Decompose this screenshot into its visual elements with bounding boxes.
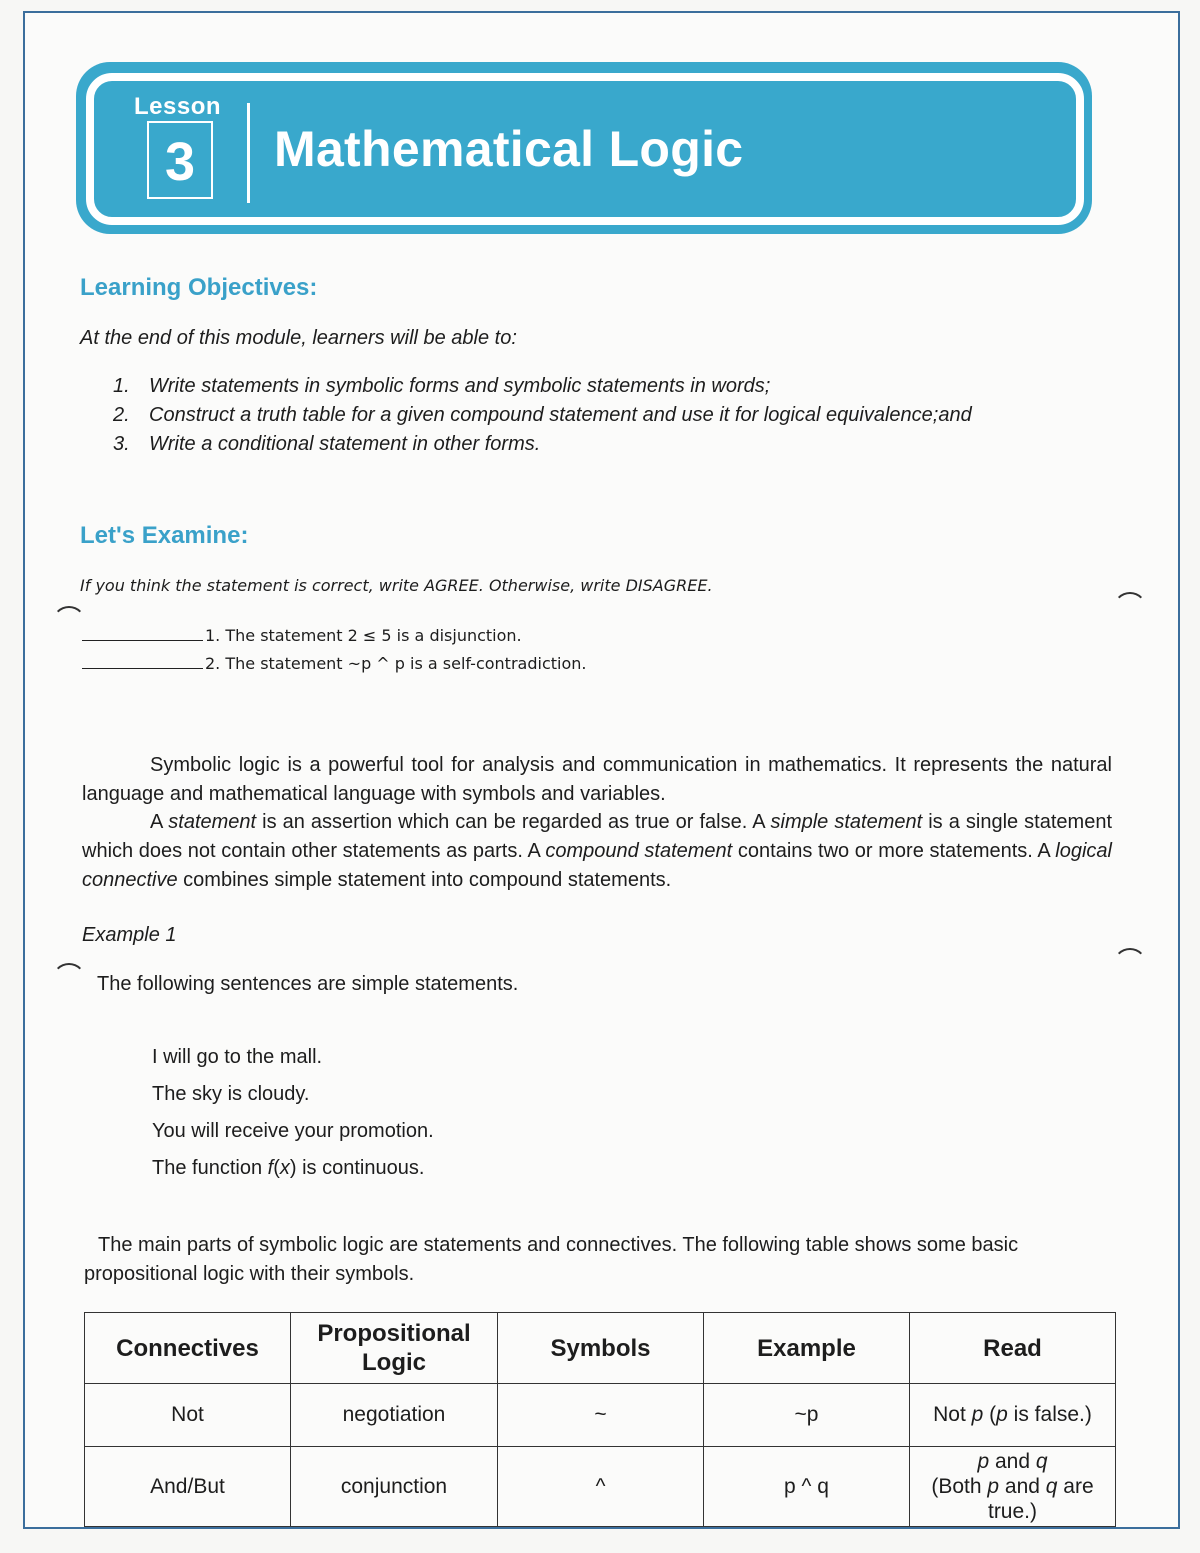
objectives-intro: At the end of this module, learners will be able to: xyxy=(80,327,517,349)
definitions-paragraph: A statement is an assertion which can be regarded as true or false. A simple statement is a single statement which does not contain other statements as parts. A compound statement contains two or more statements. A logical connective combines simple statement into compound statements. xyxy=(82,811,1113,891)
column-header: Propositional Logic xyxy=(291,1313,498,1384)
examine-item: 2. The statement ~p ^ p is a self-contradiction. xyxy=(82,653,586,673)
intro-paragraph: Symbolic logic is a powerful tool for analysis and communication in mathematics. It represents the natural language and mathematical language with symbols and variables. xyxy=(82,754,1112,805)
list-item: The sky is cloudy. xyxy=(152,1083,310,1105)
answer-blank[interactable] xyxy=(82,653,203,669)
table-row xyxy=(85,1384,1116,1447)
lesson-label: Lesson xyxy=(134,93,222,120)
lesson-title: Mathematical Logic xyxy=(274,121,744,177)
binder-mark xyxy=(1113,592,1147,626)
column-header: Connectives xyxy=(85,1313,291,1384)
binder-mark xyxy=(52,606,86,640)
table-row xyxy=(85,1447,1116,1527)
table-cell: p and q (Both p and q are true.) xyxy=(910,1447,1116,1527)
table-cell: ~p xyxy=(704,1384,910,1447)
list-item: I will go to the mall. xyxy=(152,1046,323,1068)
objective-item: 1. Write statements in symbolic forms and symbolic statements in words; xyxy=(113,375,771,397)
binder-mark xyxy=(52,963,86,997)
connectives-table xyxy=(84,1312,1116,1527)
objective-item: 2. Construct a truth table for a given compound statement and use it for logical equivalence;and xyxy=(113,404,972,426)
list-item: The function f(x) is continuous. xyxy=(152,1157,425,1179)
table-cell: negotiation xyxy=(291,1384,498,1447)
banner-divider xyxy=(247,103,250,203)
list-item: You will receive your promotion. xyxy=(152,1120,434,1142)
answer-blank[interactable] xyxy=(82,625,203,641)
column-header: Example xyxy=(704,1313,910,1384)
examine-item: 1. The statement 2 ≤ 5 is a disjunction. xyxy=(82,625,522,645)
objectives-list xyxy=(113,375,972,462)
table-header-row xyxy=(85,1313,1116,1384)
table-cell: ~ xyxy=(498,1384,704,1447)
table-cell: ^ xyxy=(498,1447,704,1527)
table-cell: conjunction xyxy=(291,1447,498,1527)
table-intro: The main parts of symbolic logic are statements and connectives. The following table shows some basic propositional logic with their symbols. xyxy=(84,1234,1019,1285)
examine-instruction: If you think the statement is correct, write AGREE. Otherwise, write DISAGREE. xyxy=(80,576,713,595)
objective-item: 3. Write a conditional statement in other forms. xyxy=(113,433,541,455)
objectives-heading: Learning Objectives: xyxy=(80,274,318,301)
example-intro: The following sentences are simple statements. xyxy=(97,973,519,995)
simple-statements-list xyxy=(152,1046,434,1194)
lesson-number: 3 xyxy=(147,121,213,199)
binder-mark xyxy=(1113,948,1147,982)
table-cell: p ^ q xyxy=(704,1447,910,1527)
examine-heading: Let's Examine: xyxy=(80,522,249,549)
column-header: Symbols xyxy=(498,1313,704,1384)
table-cell: And/But xyxy=(85,1447,291,1527)
column-header: Read xyxy=(910,1313,1116,1384)
example-label: Example 1 xyxy=(82,924,177,946)
table-cell: Not xyxy=(85,1384,291,1447)
table-cell: Not p (p is false.) xyxy=(910,1384,1116,1447)
